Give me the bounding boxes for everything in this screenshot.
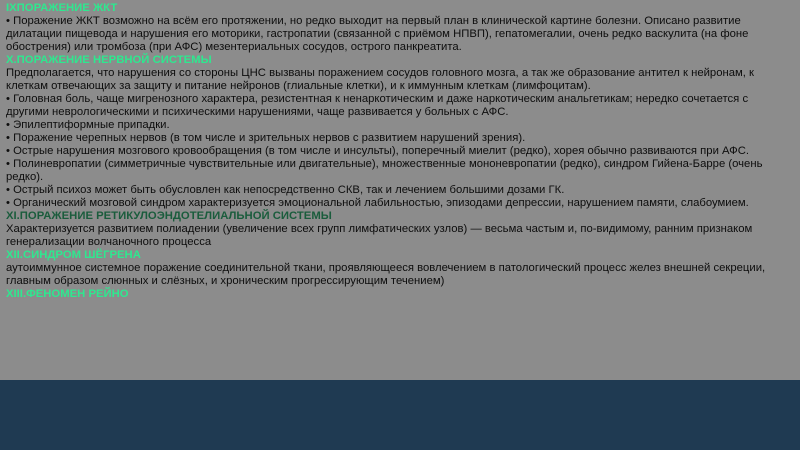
section-text: аутоиммунное системное поражение соединительной ткани, проявляющееся вовлечением в патологический процесс желез внешней секреции, главным образом слюнных и слёзных, и хроническим прогрессирующим течением) (6, 262, 766, 287)
bullet-item: • Поражение черепных нервов (в том числе и зрительных нервов с развитием нарушений зрения). (6, 132, 526, 144)
bullet-item: • Эпилептиформные припадки. (6, 119, 170, 131)
bullet-item: • Органический мозговой синдром характеризуется эмоциональной лабильностью, эпизодами депрессии, нарушением памяти, слабоумием. (6, 197, 749, 209)
section-heading-nervous-system: X.ПОРАЖЕНИЕ НЕРВНОЙ СИСТЕМЫ (6, 54, 212, 66)
bullet-item: • Полиневропатии (симметричные чувствительные или двигательные), множественные мононевропатии (редко), синдром Гийена-Барре (очень редко). (6, 158, 763, 183)
bullet-item: • Острые нарушения мозгового кровообращения (в том числе и инсульты), поперечный миелит (редко), хорея обычно развиваются при АФС. (6, 145, 750, 157)
bullet-item: • Головная боль, чаще мигренозного характера, резистентная к ненаркотическим и даже наркотическим анальгетикам; нередко сочетается с другими неврологическими и психическими нарушениями, чаще развивается у больных с АФС. (6, 93, 749, 118)
section-heading-raynaud: XIII.ФЕНОМЕН РЕЙНО (6, 288, 129, 300)
section-text: • Поражение ЖКТ возможно на всём его протяжении, но редко выходит на первый план в клинической картине болезни. Описано развитие дилатации пищевода и нарушения его моторики, гастропатии (связанной с приёмом НПВП), гепатомегалии, очень редко васкулита (на фоне обострения) или тромбоза (при АФС) мезентериальных сосудов, острого панкреатита. (6, 15, 749, 53)
section-heading-gi: IXПОРАЖЕНИЕ ЖКТ (6, 2, 118, 14)
section-text: Характеризуется развитием полиадении (увеличение всех групп лимфатических узлов) — весьма частым и, по-видимому, ранним признаком генерализации волчаночного процесса (6, 223, 753, 248)
section-heading-sjogren: XII.СИНДРОМ ШЁГРЕНА (6, 249, 141, 261)
bullet-item: • Острый психоз может быть обусловлен как непосредственно СКВ, так и лечением большими дозами ГК. (6, 184, 565, 196)
section-heading-reticuloendothelial: XI.ПОРАЖЕНИЕ РЕТИКУЛОЭНДОТЕЛИАЛЬНОЙ СИСТЕМЫ (6, 210, 332, 222)
section-text: Предполагается, что нарушения со стороны ЦНС вызваны поражением сосудов головного мозга, а так же образование антител к нейронам, к клеткам отвечающих за защиту и питание нейронов (глиальные клетки), и к иммунным клеткам (лимфоцитам). (6, 67, 754, 92)
